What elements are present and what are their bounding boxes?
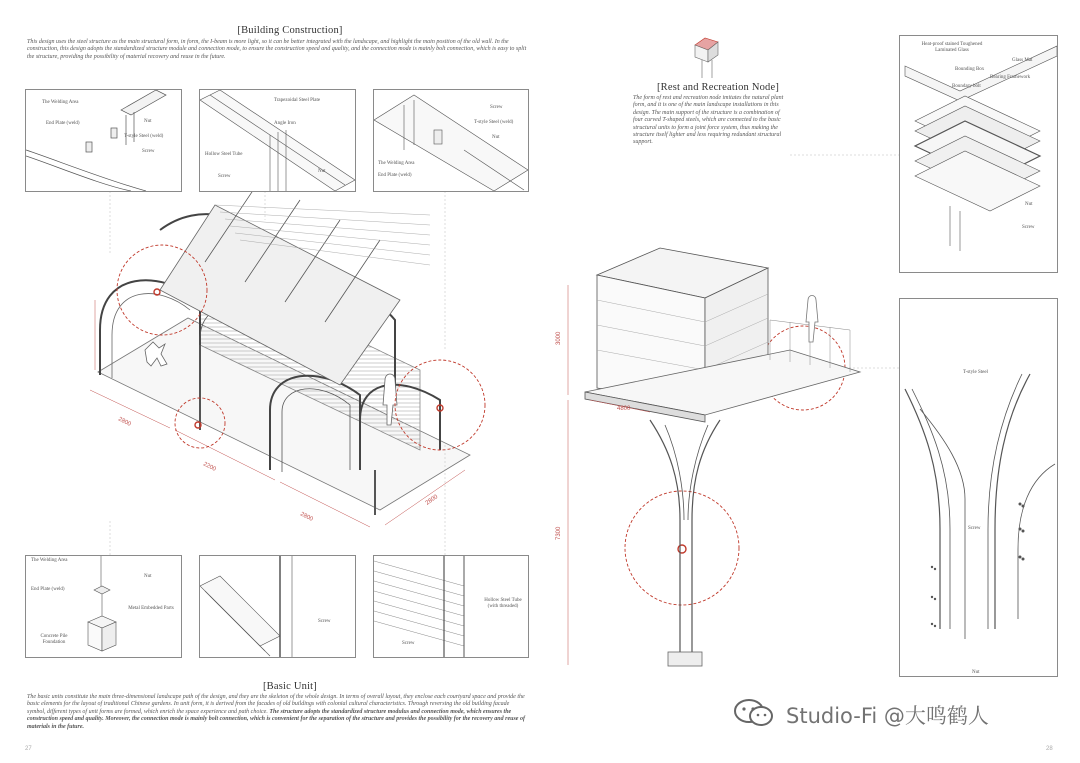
building-construction-text: This design uses the steel structure as the main structural form, in form, the I-beam is more light, so it can be better integrated with the landscape, and highlight the main position of the old wall. In the construction, this design adopts the standardized structure module and connection mode, to ensure the construction speed and quality, and the connection mode is mainly bolt connection, which is easy to split the structure, providing the possibility of material recovery and reuse in the future. [27, 39, 527, 60]
dim-4800: 4800 [617, 406, 631, 412]
t-steel-detail-box [899, 298, 1058, 677]
detail-box-1 [25, 89, 182, 192]
detail-box-2 [199, 89, 356, 192]
label-end-plate: End Plate (weld) [31, 587, 65, 592]
label-bounding-box: Bounding Box [955, 67, 985, 72]
label-boundary-bolt: Boundary bolt [952, 84, 981, 89]
label-end-plate: End Plate (weld) [378, 173, 412, 178]
wechat-icon [732, 698, 776, 733]
label-screw: Screw [142, 149, 155, 154]
label-nut: Nut [318, 169, 326, 174]
pavilion-drawing [98, 180, 470, 515]
label-t-style: T-style Steel (weld) [474, 120, 514, 125]
label-hollow-tube: Hollow Steel Tube (with threaded) [484, 598, 522, 609]
page-number-right: 28 [1046, 746, 1053, 752]
dim-2800-a: 2800 [117, 416, 132, 428]
glass-detail-box [899, 35, 1058, 273]
building-construction-title: [Building Construction] [237, 25, 343, 36]
detail-box-5 [199, 555, 356, 658]
basic-unit-text-regular: The basic units constitute the main three-dimensional landscape path of the design, and they are the skeleton of the whole design. In terms of overall layout, they enclose each courtyard space and provide the basic elements for the layout of traditional Chinese gardens. In unit form, it is derived from the facades of old buildings with colonial cultural characteristics. Through reversing the old building facade symbol, different types of unit forms are formed, which enrich the space experience and path choice. [27, 694, 525, 715]
basic-unit-text [27, 694, 527, 731]
label-end-plate: End Plate (weld) [46, 121, 80, 126]
dim-2800-b: 2800 [299, 511, 314, 523]
label-nut: Nut [972, 670, 980, 675]
label-bearing: Bearing Framework [990, 75, 1031, 80]
label-nut: Nut [1025, 202, 1033, 207]
label-nut: Nut [144, 119, 152, 124]
dim-2800-c: 2800 [424, 494, 440, 507]
label-nut: Nut [144, 574, 152, 579]
label-t-style: T-style Steel [963, 370, 988, 375]
detail-box-6 [373, 555, 529, 658]
label-screw: Screw [218, 174, 231, 179]
label-nut: Nut [492, 135, 500, 140]
label-trapezoidal: Trapezoidal Steel Plate [273, 98, 321, 103]
label-glass-mat: Glass Mat [1012, 58, 1033, 63]
label-screw: Screw [490, 105, 503, 110]
basic-unit-text-bold: The structure adopts the standardized structure modulus and connection mode, which ensures the construction speed and quality. Moreover, the connection mode is mainly bolt connection, which is convenient for the separation of the structure and provides the possibility for the recovery and reuse of materials in the future. [27, 708, 525, 730]
rest-node-drawing [585, 248, 860, 666]
detail-box-3 [373, 89, 529, 192]
label-screw: Screw [968, 526, 981, 531]
label-welding-area: The Welding Area [31, 558, 68, 563]
label-pile: Concrete Pile Foundation [40, 634, 68, 645]
label-glass: Heat-proof stained Toughened Laminated Glass [921, 42, 983, 53]
label-screw: Screw [402, 641, 415, 646]
page-number-left: 27 [25, 746, 32, 752]
detail-box-4 [25, 555, 182, 658]
label-hollow-tube: Hollow Steel Tube [205, 152, 243, 157]
dim-2200: 2200 [202, 461, 217, 473]
label-welding-area: The Welding Area [378, 161, 415, 166]
label-screw: Screw [318, 619, 331, 624]
label-embedded: Metal Embedded Parts [128, 606, 174, 611]
rest-node-text: The form of rest and recreation node imitates the natural plant form, and it is one of the main landscape installations in this design. The main support of the structure is a combination of four curved T-shaped steels, which are connected to the basic structural units to form a joint force system, thus making the structure itself lighter and less requiring redundant structural support. [633, 95, 784, 146]
node-icon [695, 38, 718, 78]
dim-7300: 7300 [556, 526, 562, 540]
dim-3000: 3000 [556, 331, 562, 345]
basic-unit-title: [Basic Unit] [262, 681, 317, 692]
label-angle-iron: Angle Iron [274, 121, 296, 126]
label-t-style: T-style Steel (weld) [124, 134, 164, 139]
label-welding-area: The Welding Area [42, 100, 79, 105]
label-screw: Screw [1022, 225, 1035, 230]
watermark-text: Studio-Fi @大鸣鹤人 [786, 704, 989, 728]
rest-node-title: [Rest and Recreation Node] [656, 82, 780, 93]
